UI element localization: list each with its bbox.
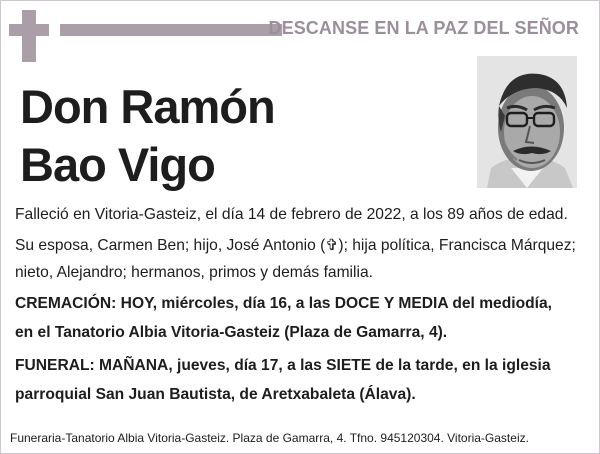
portrait-photo (477, 56, 577, 188)
obituary-body (15, 202, 587, 409)
cremation-paragraph (15, 289, 587, 347)
portrait-illustration (477, 56, 577, 188)
family-line-1: Su esposa, Carmen Ben; hijo, José Antonio (✞); hija política, Francisca Márquez; (15, 237, 576, 254)
name-line-1: Don Ramón (20, 80, 275, 133)
family-line-2: nieto, Alejandro; hermanos, primos y demás familia. (15, 264, 373, 281)
deceased-name (20, 78, 275, 194)
name-line-2: Bao Vigo (20, 138, 215, 191)
cremation-line-1: CREMACIÓN: HOY, miércoles, día 16, a las DOCE Y MEDIA del mediodía, (15, 295, 552, 312)
funeral-line-2: parroquial San Juan Bautista, de Aretxabaleta (Álava). (15, 386, 416, 403)
funeral-home-footer: Funeraria-Tanatorio Albia Vitoria-Gasteiz. Plaza de Gamarra, 4. Tfno. 945120304. Vitoria-Gasteiz. (10, 431, 529, 445)
family-paragraph (15, 232, 587, 286)
header-rule (60, 24, 282, 36)
funeral-paragraph (15, 351, 587, 409)
funeral-line-1: FUNERAL: MAÑANA, jueves, día 17, a las SIETE de la tarde, en la iglesia (15, 357, 551, 374)
cross-vertical-bar (22, 10, 36, 62)
header-title: DESCANSE EN LA PAZ DEL SEÑOR (268, 18, 579, 38)
cross-horizontal-bar (9, 24, 49, 36)
death-notice: Falleció en Vitoria-Gasteiz, el día 14 de febrero de 2022, a los 89 años de edad. (15, 206, 568, 223)
cremation-line-2: en el Tanatorio Albia Vitoria-Gasteiz (Plaza de Gamarra, 4). (15, 324, 448, 341)
